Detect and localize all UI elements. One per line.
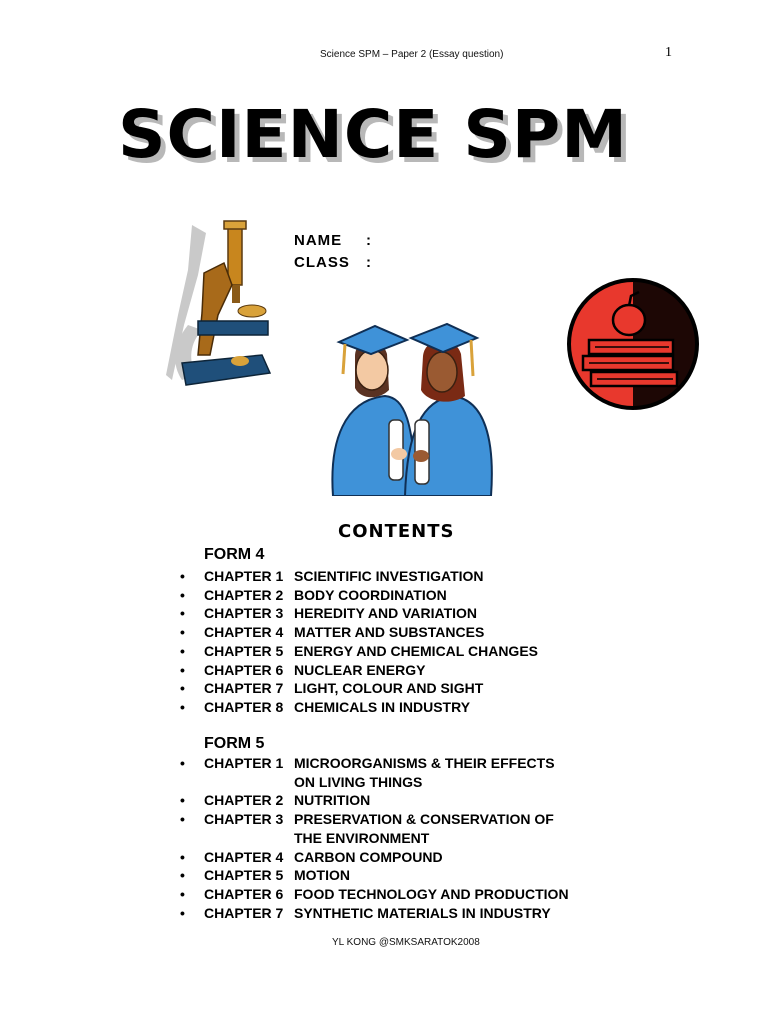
bullet-icon: • <box>180 605 185 622</box>
bullet-icon: • <box>180 904 185 921</box>
page-title: SCIENCE SPM <box>118 96 628 173</box>
chapter-code: CHAPTER 1 <box>204 568 284 584</box>
bullet-icon: • <box>180 867 185 884</box>
chapter-item <box>180 810 569 847</box>
chapter-code: CHAPTER 3 <box>204 605 284 622</box>
chapter-item <box>180 848 569 867</box>
bullet-icon: • <box>180 661 185 678</box>
bullet-icon: • <box>180 624 185 641</box>
name-separator: : <box>366 232 372 249</box>
chapter-code: CHAPTER 7 <box>204 904 284 921</box>
bullet-icon: • <box>180 848 185 865</box>
chapter-code: CHAPTER 6 <box>204 661 284 678</box>
chapter-code: CHAPTER 7 <box>204 680 284 697</box>
chapter-title-continued: THE ENVIRONMENT <box>294 829 430 846</box>
chapter-title-continued: ON LIVING THINGS <box>294 773 423 790</box>
chapter-item <box>180 604 538 623</box>
page-number: 1 <box>665 45 672 60</box>
bullet-icon: • <box>180 755 185 771</box>
chapter-title: HEREDITY AND VARIATION <box>294 605 478 622</box>
chapter-title: SYNTHETIC MATERIALS IN INDUSTRY <box>294 904 551 921</box>
running-header: Science SPM – Paper 2 (Essay question) <box>320 49 504 60</box>
chapter-code: CHAPTER 2 <box>204 792 284 809</box>
chapter-code: CHAPTER 4 <box>204 624 284 641</box>
bullet-icon: • <box>180 568 185 584</box>
class-separator: : <box>366 254 372 271</box>
chapter-item <box>180 661 538 680</box>
chapter-title: LIGHT, COLOUR AND SIGHT <box>294 680 484 697</box>
chapter-code: CHAPTER 2 <box>204 586 284 603</box>
name-label: NAME <box>294 232 343 249</box>
microscope-icon <box>162 215 277 395</box>
form5-heading: FORM 5 <box>204 735 265 752</box>
chapter-title: FOOD TECHNOLOGY AND PRODUCTION <box>294 885 569 902</box>
student-fields <box>294 232 372 276</box>
bullet-icon: • <box>180 586 185 603</box>
chapter-title: PRESERVATION & CONSERVATION OF <box>294 811 554 828</box>
chapter-item <box>180 904 569 923</box>
page-footer: YL KONG @SMKSARATOK2008 <box>332 937 480 948</box>
bullet-icon: • <box>180 642 185 659</box>
bullet-icon: • <box>180 698 185 715</box>
chapter-item <box>180 679 538 698</box>
chapter-title: MATTER AND SUBSTANCES <box>294 624 485 641</box>
chapter-item <box>180 642 538 661</box>
chapter-item <box>180 791 569 810</box>
form4-chapter-list <box>180 567 538 717</box>
chapter-code: CHAPTER 5 <box>204 867 284 884</box>
chapter-code: CHAPTER 1 <box>204 755 284 771</box>
chapter-title: SCIENTIFIC INVESTIGATION <box>294 568 484 584</box>
chapter-title: MOTION <box>294 867 350 884</box>
chapter-title: BODY COORDINATION <box>294 586 447 603</box>
chapter-title: CARBON COMPOUND <box>294 848 443 865</box>
chapter-title: MICROORGANISMS & THEIR EFFECTS <box>294 755 555 771</box>
form4-heading: FORM 4 <box>204 546 265 563</box>
bullet-icon: • <box>180 680 185 697</box>
chapter-title: NUTRITION <box>294 792 371 809</box>
chapter-item <box>180 698 538 717</box>
chapter-title: ENERGY AND CHEMICAL CHANGES <box>294 642 538 659</box>
chapter-item <box>180 586 538 605</box>
bullet-icon: • <box>180 811 185 828</box>
class-label: CLASS <box>294 254 350 271</box>
chapter-code: CHAPTER 6 <box>204 885 284 902</box>
bullet-icon: • <box>180 792 185 809</box>
chapter-code: CHAPTER 4 <box>204 848 284 865</box>
chapter-title: CHEMICALS IN INDUSTRY <box>294 698 471 715</box>
form5-chapter-list <box>180 754 569 922</box>
name-field <box>294 232 372 254</box>
chapter-title: NUCLEAR ENERGY <box>294 661 426 678</box>
class-field <box>294 254 372 276</box>
chapter-code: CHAPTER 3 <box>204 811 284 828</box>
chapter-item <box>180 567 538 586</box>
chapter-code: CHAPTER 5 <box>204 642 284 659</box>
contents-heading: CONTENTS <box>338 521 455 542</box>
apple-books-icon <box>565 276 701 412</box>
graduates-icon <box>325 320 497 496</box>
chapter-item <box>180 754 569 791</box>
chapter-code: CHAPTER 8 <box>204 698 284 715</box>
chapter-item <box>180 885 569 904</box>
chapter-item <box>180 866 569 885</box>
bullet-icon: • <box>180 885 185 902</box>
chapter-item <box>180 623 538 642</box>
